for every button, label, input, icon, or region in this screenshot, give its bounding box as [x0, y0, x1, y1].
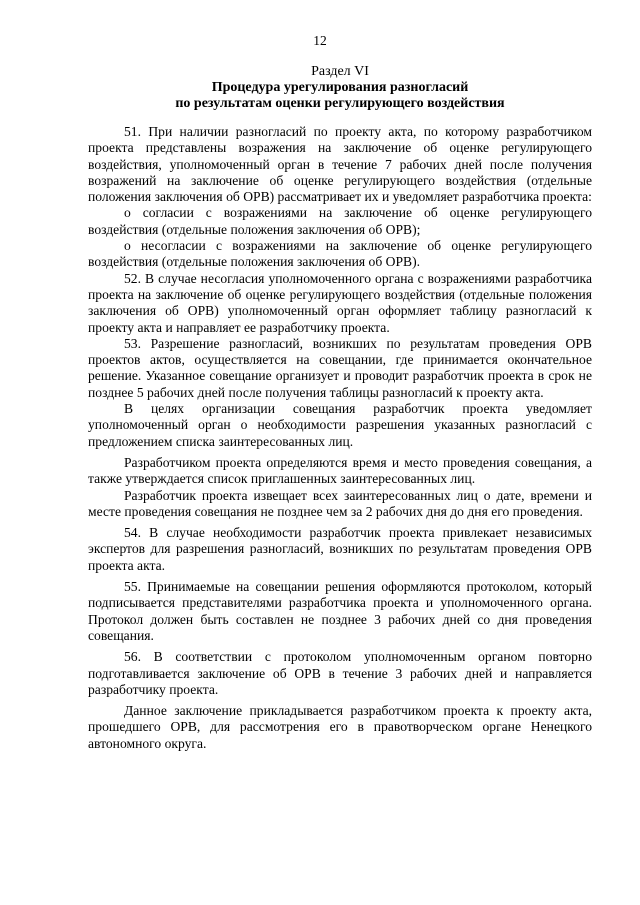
paragraph-52: 52. В случае несогласия уполномоченного органа с возражениями разработчика проекта на заключение об оценке регулирующего воздействия (отдельные положения заключения об ОРВ) уполномоченный орган оформляет таблицу разногласий к проекту акта и направляет ее разработчику проекта.	[88, 270, 592, 335]
paragraph-53: 53. Разрешение разногласий, возникших по результатам проведения ОРВ проектов актов, осуществляется на совещании, где принимается окончательное решение. Указанное совещание организует и проводит разработчик проекта в срок не позднее 5 рабочих дней после получения таблицы разногласий к проекту акта.	[88, 335, 592, 400]
paragraph-56: 56. В соответствии с протоколом уполномоченным органом повторно подготавливается заключение об ОРВ в течение 3 рабочих дней и направляется разработчику проекта.	[88, 649, 592, 697]
paragraph-51-disagree: о несогласии с возражениями на заключение об оценке регулирующего воздействия (отдельные положения заключения об ОРВ).	[88, 238, 592, 270]
page-number: 12	[313, 33, 327, 48]
paragraph-55: 55. Принимаемые на совещании решения оформляются протоколом, который подписывается представителями разработчика проекта и уполномоченного органа. Протокол должен быть составлен не позднее 3 рабочих дней со дня проведения совещания.	[88, 579, 592, 643]
document-body	[88, 124, 592, 752]
paragraph-51-agree: о согласии с возражениями на заключение об оценке регулирующего воздействия (отдельные положения заключения об ОРВ);	[88, 205, 592, 237]
section-heading	[60, 64, 620, 112]
section-title-line-1: Процедура урегулирования разногласий	[211, 80, 469, 95]
section-label: Раздел VI	[311, 64, 369, 79]
paragraph-53-time-place: Разработчиком проекта определяются время и место проведения совещания, а также утверждается список приглашенных заинтересованных лиц.	[88, 454, 592, 487]
paragraph-51: 51. При наличии разногласий по проекту акта, по которому разработчиком проекта представлены возражения на заключение об оценке регулирующего воздействия, уполномоченный орган в течение 7 рабочих дней после получения возражений на заключение об оценке регулирующего воздействия (отдельные положения заключения об ОРВ) рассматривает их и уведомляет разработчика проекта:	[88, 124, 592, 205]
paragraph-54: 54. В случае необходимости разработчик проекта привлекает независимых экспертов для разрешения разногласий, возникших по результатам проведения ОРВ проекта акта.	[88, 525, 592, 573]
paragraph-56-conclusion: Данное заключение прикладывается разработчиком проекта к проекту акта, прошедшего ОРВ, для рассмотрения его в правотворческом органе Ненецкого автономного округа.	[88, 703, 592, 751]
paragraph-53-notice: В целях организации совещания разработчик проекта уведомляет уполномоченный орган о необходимости разрешения указанных разногласий с предложением списка заинтересованных лиц.	[88, 401, 592, 449]
paragraph-53-invite: Разработчик проекта извещает всех заинтересованных лиц о дате, времени и месте проведения совещания не позднее чем за 2 рабочих дня до дня его проведения.	[88, 487, 592, 519]
section-title-line-2: по результатам оценки регулирующего воздействия	[175, 96, 505, 111]
